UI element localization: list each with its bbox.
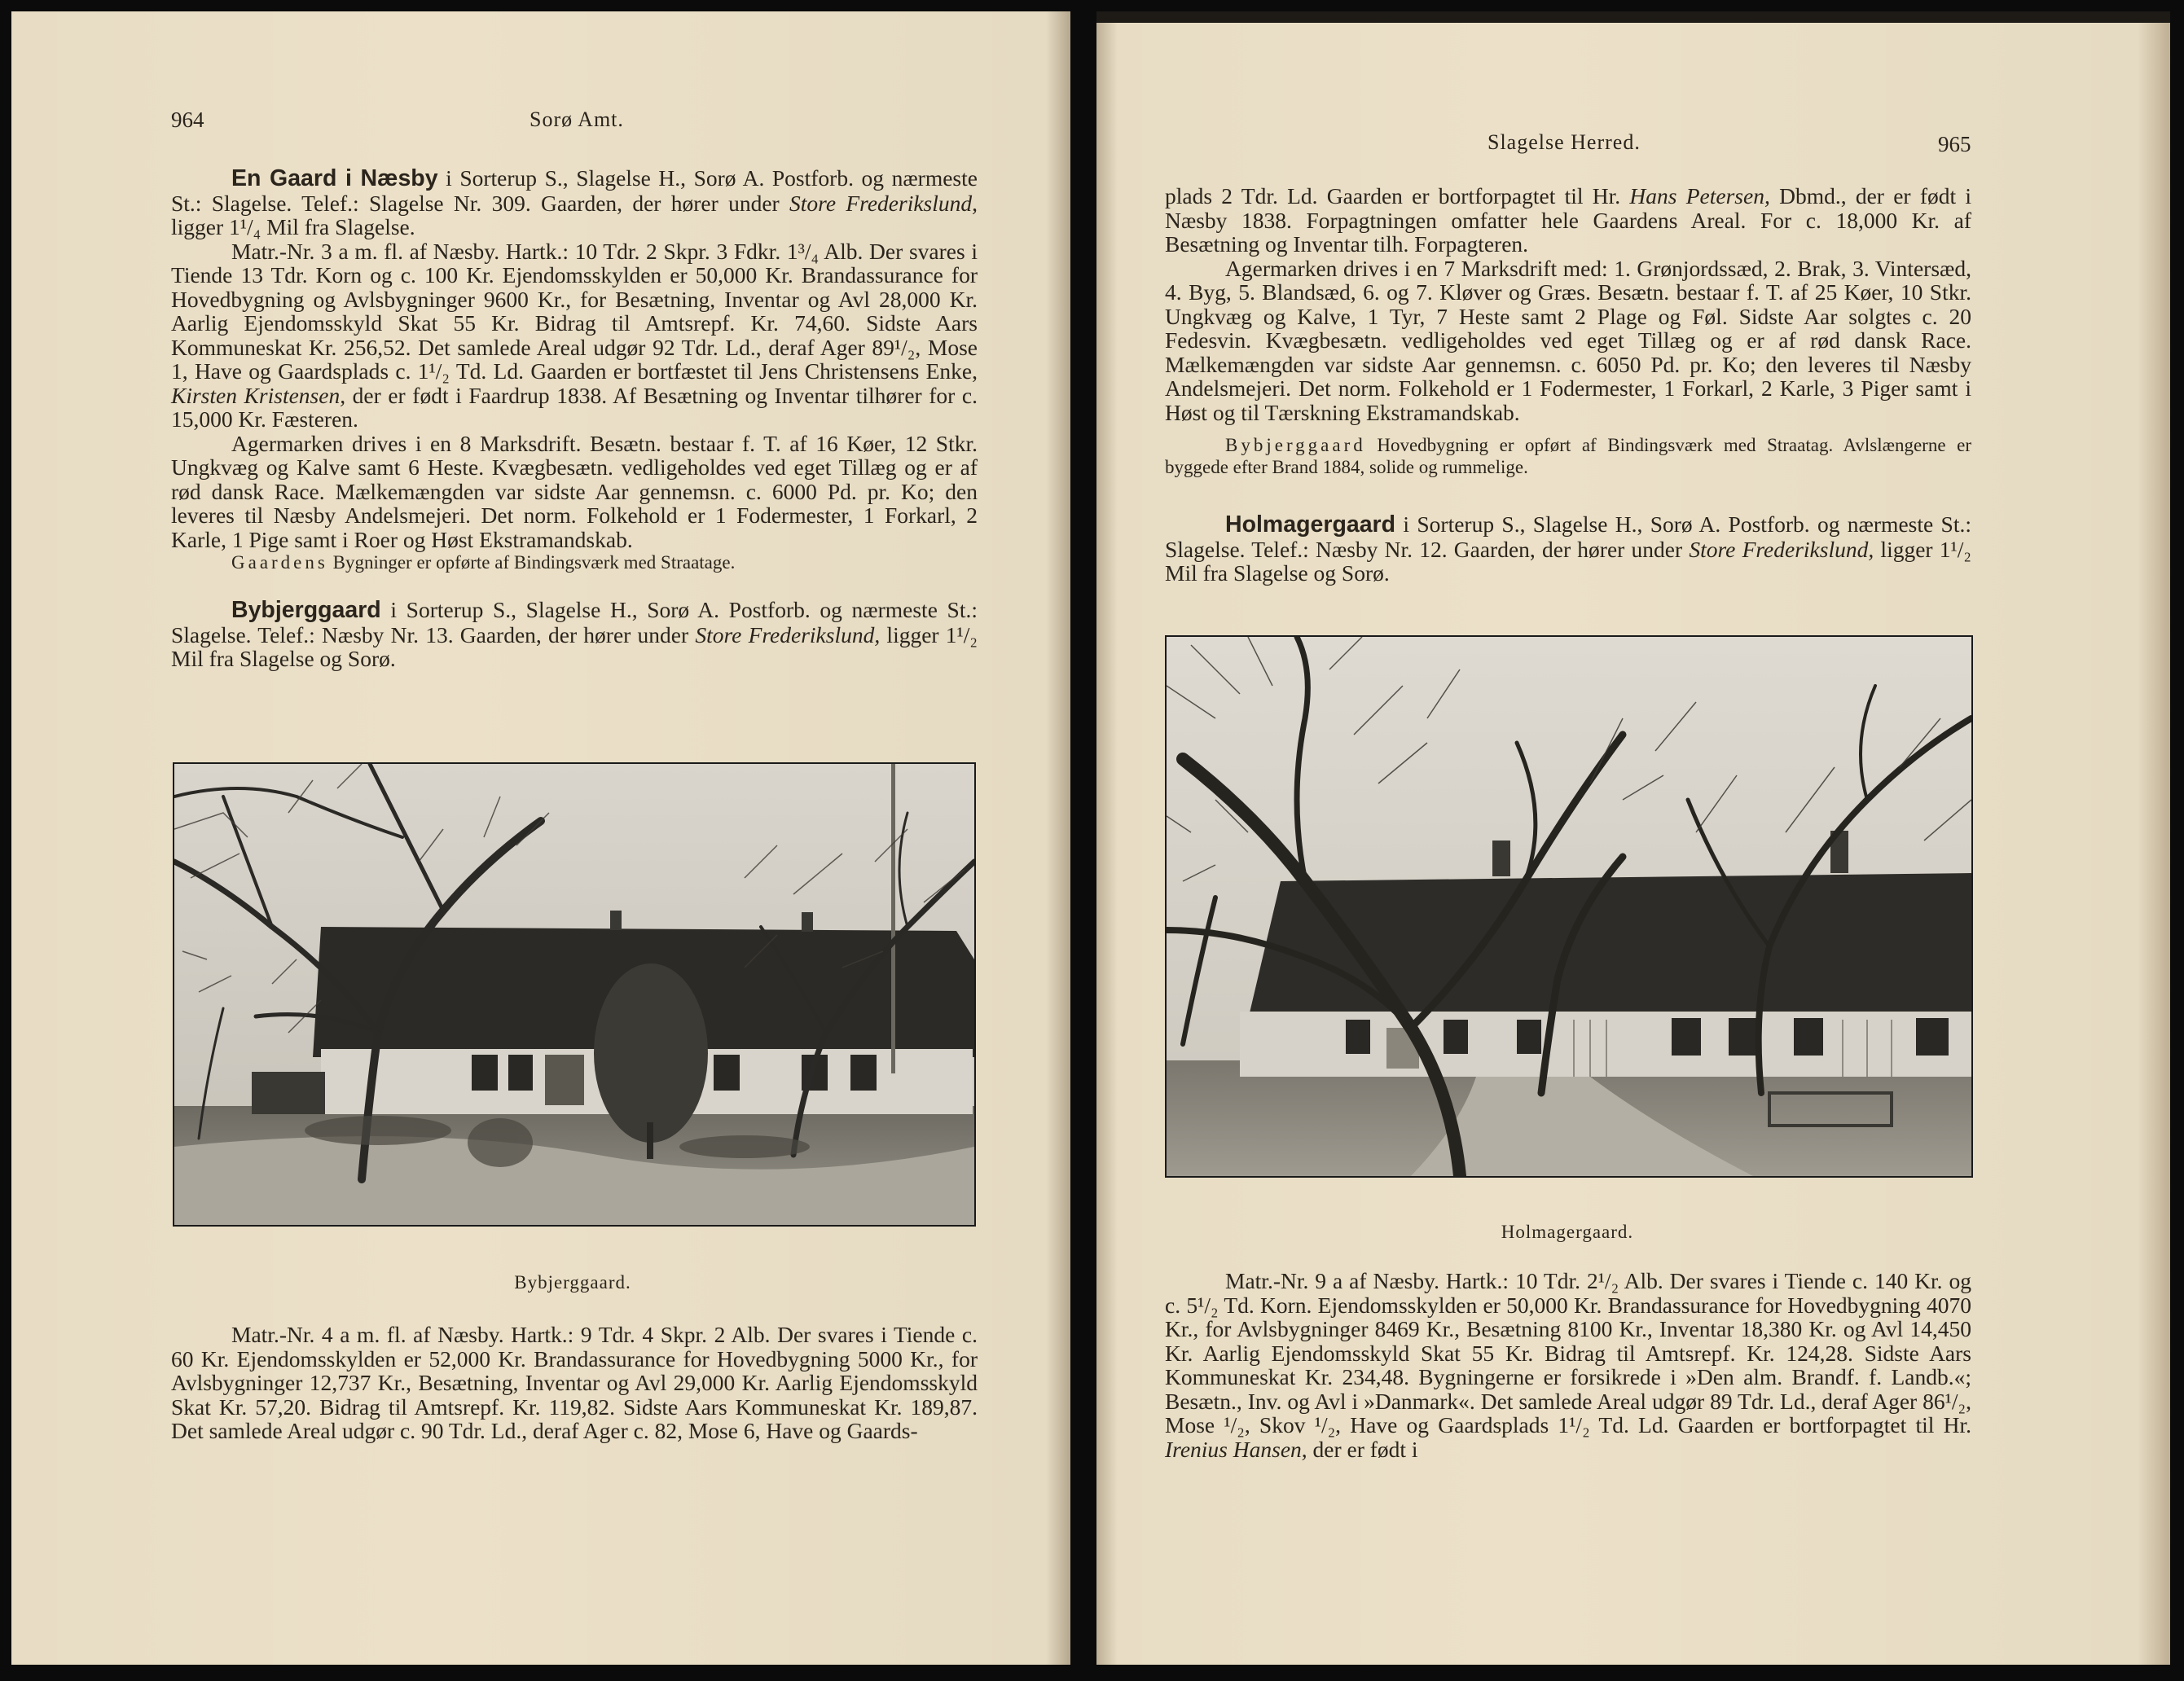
- paragraph-text: Dbmd., der er født i Næsby 1838. Forpagtningen omfatter hele Gaardens Areal. For c. 18,000 Kr. af Besætning og Inventar tilh. Forpagteren.: [1165, 183, 1972, 257]
- right-page: [1096, 11, 2170, 1665]
- paragraph: Matr.-Nr. 4 a m. fl. af Næsby. Hartk.: 9 Tdr. 4 Skpr. 2 Alb. Der svares i Tiende c. 60 Kr. Ejendomsskylden er 52,000 Kr. Brandassurance for Hovedbygning 5000 Kr., for Avlsbygninger 12,737 Kr., Besætning, Inventar og Avl 29,000 Kr. Aarlig Ejendomsskyld Skat Kr. 57,20. Bidrag til Amtsrepf. Kr. 119,82. Sidste Aars Kommuneskat Kr. 189,87. Det samlede Areal udgør c. 90 Tdr. Ld., deraf Ager c. 82, Mose 6, Have og Gaards-: [171, 1322, 978, 1443]
- estate-name: Store Frederikslund,: [695, 621, 881, 647]
- running-head: Sorø Amt.: [530, 108, 624, 131]
- gutter-shadow: [1096, 23, 1118, 1665]
- entry-intro: i Sorterup S., Slagelse H., Sorø A. Postforb. og nærmeste St.: Slagelse. Telef.: Næsby Nr. 12. Gaarden, der hører under: [1165, 511, 1971, 562]
- paragraph-text: der er født i Faardrup 1838. Af Besætning og Inventar tilhører for c. 15,000 Kr. Fæsteren.: [171, 382, 978, 432]
- entry-intro-end: ligger 1¹/₂ Mil fra Slagelse og Sorø.: [171, 621, 978, 671]
- entry-intro: i Sorterup S., Slagelse H., Sorø A. Postforb. og nærmeste St.: Slagelse. Telef.: Næsby Nr. 13. Gaarden, der hører under: [171, 597, 978, 647]
- left-page: [11, 11, 1070, 1665]
- entry-intro-end: ligger 1¹/₂ Mil fra Slagelse og Sorø.: [1165, 536, 1971, 586]
- page-number: 964: [171, 108, 204, 132]
- paragraph: [1165, 1269, 1971, 1461]
- page-edge-shadow: [2138, 23, 2170, 1665]
- entry-intro-end: ligger 1¹/₄ Mil fra Slagelse.: [171, 214, 415, 239]
- paragraph-text: der er født i: [1307, 1436, 1418, 1462]
- estate-name: Store Frederikslund,: [789, 190, 978, 216]
- paragraph: Agermarken drives i en 8 Marksdrift. Besætn. bestaar f. T. af 16 Køer, 12 Stkr. Ungkvæg og Kalve samt 6 Heste. Kvægbesætn. vedligeholdes ved eget Tillæg og er af rød dansk Race. Mælkemængden var sidste Aar gennemsn. c. 6000 Pd. pr. Ko; den leveres til Næsby Andelsmejeri. Det norm. Folkehold er 1 Fodermester, 1 Forkarl, 2 Karle, 1 Pige samt i Roer og Høst Ekstramandskab.: [171, 430, 978, 552]
- page-number: 965: [1938, 132, 1971, 156]
- photo-holmagergaard: [1165, 635, 1973, 1178]
- text-block-top: [171, 166, 978, 671]
- paragraph-text: Matr.-Nr. 3 a m. fl. af Næsby. Hartk.: 10 Tdr. 2 Skpr. 3 Fdkr. 1³/₄ Alb. Der svares i Tiende 13 Tdr. Korn og c. 100 Kr. Ejendomsskylden er 50,000 Kr. Brandassurance for Hovedbygning og Avlsbygninger 9600 Kr., for Besætning, Inventar og Avl 28,000 Kr. Aarlig Ejendomsskyld Skat 55 Kr. Bidrag til Amtsrepf. Kr. 74,60. Sidste Aars Kommuneskat Kr. 256,52. Det samlede Areal udgør 92 Tdr. Ld., deraf Ager 89¹/₂, Mose 1, Have og Gaardsplads c. 1¹/₂ Td. Ld. Gaarden er bortfæstet til Jens Christensens Enke,: [171, 238, 978, 384]
- paragraph: [1165, 184, 1971, 257]
- running-head: Slagelse Herred.: [1487, 130, 1641, 154]
- paragraph-text: Matr.-Nr. 9 a af Næsby. Hartk.: 10 Tdr. 2¹/₂ Alb. Der svares i Tiende c. 140 Kr. og c. 5¹/₂ Td. Korn. Ejendomsskylden er 50,000 Kr. Brandassurance for Hovedbygning 4070 Kr., for Avlsbygninger 8469 Kr., Besætning 8100 Kr., Inventar 18,380 Kr. og Avl 14,450 Kr. Aarlig Ejendomsskyld Skat 55 Kr. Bidrag til Amtsrepf. Kr. 124,28. Sidste Aars Kommuneskat Kr. 234,48. Bygningerne er forsikrede i »Den alm. Brandf. f. Landb.«; Besætn., Inv. og Avl i »Danmark«. Det samlede Areal udgør 89 Tdr. Ld., deraf Ager 86¹/₂, Mose ¹/₂, Skov ¹/₂, Have og Gaardsplads 1¹/₂ Td. Ld. Gaarden er bortforpagtet til Hr.: [1165, 1268, 1971, 1437]
- text-block-top: [1165, 184, 1971, 586]
- gutter-shadow: [1046, 11, 1070, 1665]
- paragraph: [171, 239, 978, 432]
- entry-title: Holmagergaard: [1225, 511, 1396, 538]
- small-note: [1165, 434, 1971, 478]
- entry-paragraph: [171, 598, 978, 671]
- small-note: [171, 551, 978, 573]
- person-name: Irenius Hansen,: [1165, 1436, 1307, 1462]
- person-name: Kirsten Kristensen,: [171, 382, 346, 408]
- entry-paragraph: [1165, 512, 1971, 586]
- entry-intro: i Sorterup S., Slagelse H., Sorø A. Postforb. og nærmeste St.: Slagelse. Telef.: Slagelse Nr. 309. Gaarden, der hører under: [171, 165, 978, 216]
- text-block-bottom: [1165, 1269, 1971, 1461]
- entry-title: En Gaard i Næsby: [231, 165, 438, 191]
- note-text: Hovedbygning er opført af Bindingsværk med Straatag. Avlslængerne er byggede efter Brand 1884, solide og rummelige.: [1165, 435, 1971, 477]
- estate-name: Store Frederikslund,: [1689, 536, 1874, 562]
- photo-caption: Bybjerggaard.: [514, 1272, 631, 1293]
- person-name: Hans Petersen,: [1629, 183, 1770, 208]
- entry-paragraph: [171, 166, 978, 239]
- farmhouse-photo: [174, 764, 974, 1225]
- paragraph-text: plads 2 Tdr. Ld. Gaarden er bortforpagtet til Hr.: [1165, 183, 1630, 208]
- farmhouse-photo: [1167, 637, 1971, 1176]
- text-block-bottom: [171, 1323, 978, 1443]
- entry-title: Bybjerggaard: [231, 597, 381, 623]
- note-lead: Gaardens: [231, 552, 328, 573]
- paragraph: Agermarken drives i en 7 Marksdrift med: 1. Grønjordssæd, 2. Brak, 3. Vintersæd, 4. Byg, 5. Blandsæd, 6. og 7. Kløver og Græs. Besætn. bestaar f. T. af 25 Køer, 10 Stkr. Ungkvæg og Kalve, 1 Tyr, 7 Heste samt 2 Plage og Føl. Sidste Aar solgtes c. 20 Fedesvin. Kvægbesætn. vedligeholdes ved eget Tillæg og er af rød dansk Race. Mælkemængden var sidste Aar gennemsn. c. 6050 Pd. pr. Ko; den leveres til Næsby Andelsmejeri. Det norm. Folkehold er 1 Fodermester, 1 Forkarl, 2 Karle, 3 Piger samt i Høst og til Tærskning Ekstramandskab.: [1165, 255, 1971, 425]
- note-lead: Bybjerggaard: [1225, 435, 1366, 455]
- photo-caption: Holmagergaard.: [1501, 1222, 1634, 1242]
- note-text: Bygninger er opførte af Bindingsværk med Straatage.: [327, 552, 736, 573]
- photo-bybjerggaard: [173, 762, 976, 1227]
